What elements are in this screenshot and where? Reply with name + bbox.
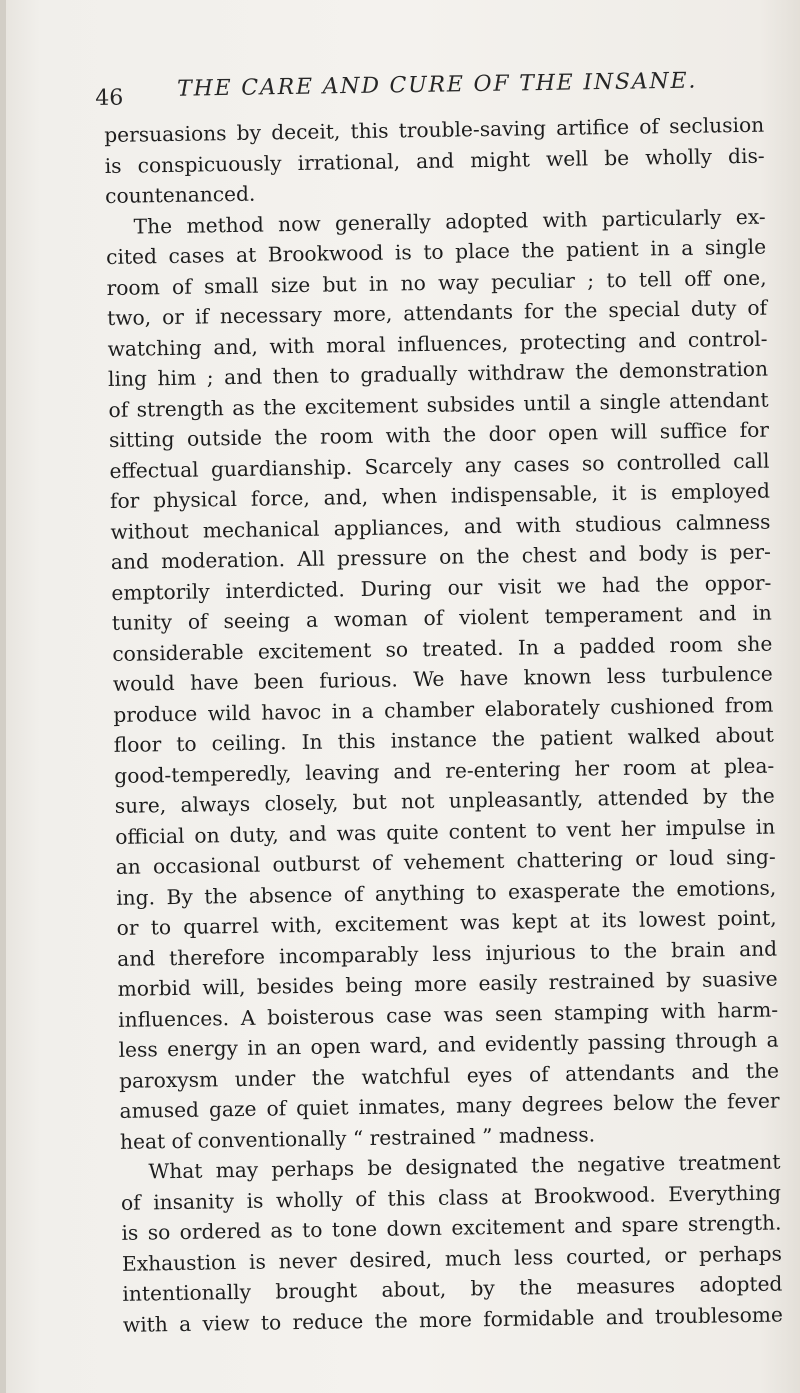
text-line: good-temperedly, leaving and re-entering her room at plea- <box>114 753 775 788</box>
text-line: of strength as the excitement subsides until a single attendant <box>108 387 769 422</box>
text-line: paroxysm under the watchful eyes of attendants and the <box>118 1058 780 1093</box>
text-line: or to quarrel with, excitement was kept at its lowest point, <box>116 905 777 940</box>
text-line: without mechanical appliances, and with studious calmness <box>110 509 771 544</box>
text-line: and moderation. All pressure on the chest and body is per- <box>110 539 772 574</box>
text-line: morbid will, besides being more easily restrained by suasive <box>117 966 778 1001</box>
body-text <box>104 110 783 1340</box>
page-number: 46 <box>95 85 124 111</box>
text-line: is conspicuously irrational, and might well be wholly dis- <box>104 143 765 178</box>
text-line: persuasions by deceit, this trouble-saving artifice of seclusion <box>104 112 765 147</box>
text-line: produce wild havoc in a chamber elaborately cushioned from <box>113 692 774 727</box>
text-line: emptorily interdicted. During our visit we had the oppor- <box>111 570 772 605</box>
text-line: two, or if necessary more, attendants for the special duty of <box>106 295 768 330</box>
text-line: for physical force, and, when indispensable, it is employed <box>109 478 771 513</box>
page-edge-shadow <box>0 0 6 1393</box>
text-line: heat of conventionally “ restrained ” madness. <box>119 1121 596 1154</box>
text-line: an occasional outburst of vehement chattering or loud sing- <box>115 844 776 879</box>
text-line: intentionally brought about, by the measures adopted <box>122 1271 783 1306</box>
text-line: less energy in an open ward, and evidently passing through a <box>118 1027 779 1062</box>
text-line: What may perhaps be designated the negative treatment <box>148 1149 781 1184</box>
text-line: amused gaze of quiet inmates, many degrees below the fever <box>119 1088 780 1123</box>
text-line: considerable excitement so treated. In a padded room she <box>112 631 773 666</box>
text-line: and therefore incomparably less injurious to the brain and <box>116 936 778 971</box>
text-line: room of small size but in no way peculiar ; to tell off one, <box>106 265 767 300</box>
running-title: THE CARE AND CURE OF THE INSANE. <box>176 68 698 102</box>
text-line: tunity of seeing a woman of violent temperament and in <box>111 600 773 635</box>
text-line: with a view to reduce the more formidable and troublesome <box>122 1301 784 1337</box>
text-line: Exhaustion is never desired, much less courted, or perhaps <box>121 1240 783 1276</box>
text-line: influences. A boisterous case was seen stamping with harm- <box>117 997 779 1032</box>
text-line: ling him ; and then to gradually withdraw the demonstration <box>107 356 769 391</box>
text-line: official on duty, and was quite content to vent her impulse in <box>115 814 776 849</box>
text-line: ing. By the absence of anything to exasperate the emotions, <box>116 875 777 910</box>
text-line: floor to ceiling. In this instance the patient walked about <box>113 722 774 757</box>
text-line: would have been furious. We have known less turbulence <box>112 661 773 696</box>
text-line: effectual guardianship. Scarcely any cases so controlled call <box>109 448 770 483</box>
text-line: is so ordered as to tone down excitement and spare strength. <box>121 1210 782 1245</box>
text-line: sitting outside the room with the door open will suffice for <box>108 417 770 452</box>
text-line: of insanity is wholly of this class at Brookwood. Everything <box>120 1180 782 1215</box>
text-line: The method now generally adopted with particularly ex- <box>133 204 766 239</box>
text-line: sure, always closely, but not unpleasantly, attended by the <box>114 783 775 818</box>
text-line: watching and, with moral influences, protecting and control- <box>107 326 768 361</box>
text-line: cited cases at Brookwood is to place the patient in a single <box>105 234 767 269</box>
text-line: countenanced. <box>105 181 256 208</box>
